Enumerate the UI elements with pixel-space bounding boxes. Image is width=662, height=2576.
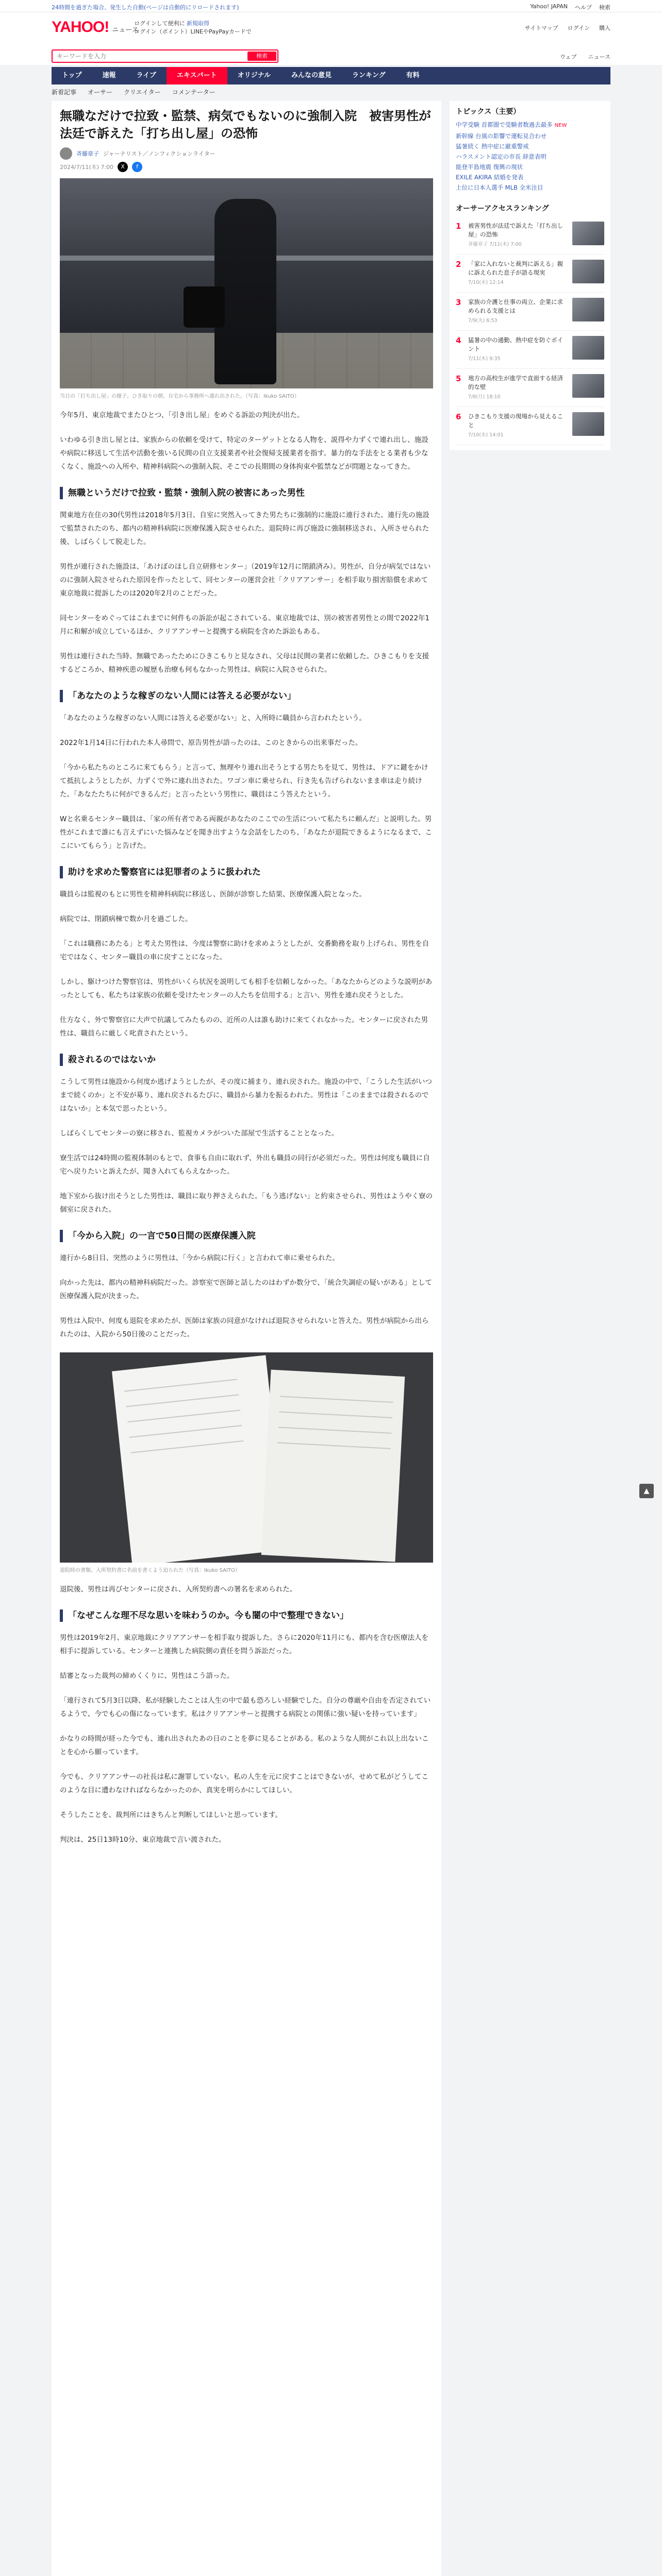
- rank-thumbnail: [572, 374, 604, 398]
- photo-caption: 当日の「打ち出し屋」の様子。ひき取りの朝、自宅から事務所へ連れ出された。（写真：Ikuko SAITO）: [60, 394, 300, 399]
- article-title: 無職なだけで拉致・監禁、病気でもないのに強制入院 被害男性が法廷で訴えた「打ち出し屋」の恐怖: [60, 109, 431, 141]
- rank-number: 5: [456, 374, 461, 383]
- rank-source: 7/9(火) 6:53: [468, 318, 498, 324]
- section-heading: 無職というだけで拉致・監禁・強制入院の被害にあった男性: [60, 487, 433, 499]
- paragraph: 「これは職務にあたる」と考えた男性は、今度は警察に助けを求めようとしたが、交番勤務を取り上げられ、男性を自宅ではなく、センター職員の車に戻すことになった。: [60, 940, 429, 961]
- paragraph: 連行から8日目、突然のように男性は、「今から病院に行く」と言われて車に乗せられた。: [60, 1254, 339, 1262]
- ranking-item[interactable]: [456, 216, 604, 255]
- paragraph: 男性は2019年2月、東京地裁にクリアアンサーを相手取り提訴した。さらに2020年11月にも、都内を含む医療法人を相手に提訴している。センターと連携した病院側の責任を問う訴訟だった。: [60, 1634, 428, 1655]
- purchase-link[interactable]: 購入: [599, 25, 610, 31]
- paper-line: [124, 1379, 237, 1392]
- paragraph: 「今から私たちのところに来てもらう」と言って、無理やり連れ出そうとする男たちを見て、男性は、ドアに鍵をかけて抵抗しようとしたが、力ずくで外に連れ出された。ワゴン車に乗せられ、行き先も告げられないまま車は走り続けた。「あなたたちに何ができるんだ」と言ったという男性に、職員はこう答えたという。: [60, 764, 428, 799]
- paragraph: 同センターをめぐってはこれまでに何件もの訴訟が起こされている。東京地裁では、別の被害者男性との間で2022年1月に和解が成立しているほか、クリアアンサーと提携する病院を含めた訴訟もある。: [60, 614, 430, 636]
- paper-line: [280, 1396, 393, 1403]
- section-heading: 「あなたのような稼ぎのない人間には答える必要がない」: [60, 690, 433, 702]
- paragraph: 今年5月、東京地裁でまたひとつ、「引き出し屋」をめぐる訴訟の判決が出た。: [60, 411, 304, 419]
- paragraph: しかし、駆けつけた警察官は、男性がいくら状況を説明しても相手を信頼しなかった。「あなたからどのような説明があったとしても、私たちは家族の依頼を受けたセンターの人たちを信用する」と言い、男性を連れ戻そうとした。: [60, 978, 433, 999]
- ranking-item[interactable]: [456, 407, 604, 445]
- rank-number: 3: [456, 298, 461, 307]
- topic-item[interactable]: 新幹線 台風の影響で運転見合わせ: [456, 132, 547, 140]
- rank-title: 家族の介護と仕事の両立、企業に求められる支援とは: [468, 298, 563, 314]
- paper-line: [129, 1425, 242, 1438]
- topics-box: [450, 101, 610, 198]
- author-role: ジャーナリスト／ノンフィクションライター: [103, 150, 216, 157]
- nav-expert[interactable]: エキスパート: [167, 67, 227, 84]
- rank-number: 2: [456, 260, 461, 269]
- topic-item[interactable]: 中学受験 首都圏で受験者数過去最多 NEW: [456, 121, 567, 128]
- rank-source: 7/10(水) 12:14: [468, 280, 504, 285]
- main-nav: [52, 67, 610, 84]
- paragraph: 寮生活では24時間の監視体制のもとで、食事も自由に取れず、外出も職員の同行が必須だった。男性は何度も職員に自宅へ戻りたいと訴えたが、聞き入れてもらえなかった。: [60, 1154, 430, 1176]
- topbar-search-link[interactable]: 検索: [599, 4, 610, 11]
- nav-paid[interactable]: 有料: [406, 72, 420, 79]
- topbar-links: [530, 3, 610, 11]
- subnav-new[interactable]: 新着記事: [52, 89, 77, 96]
- section-heading: 助けを求めた警察官には犯罪者のように扱われた: [60, 866, 433, 878]
- rank-title: 地方の高校生が進学で直面する経済的な壁: [468, 375, 563, 391]
- paragraph: 仕方なく、外で警察官に大声で抗議してみたものの、近所の人は誰も助けに来てくれなかった。センターに戻された男性は、職員らに厳しく叱責されたという。: [60, 1016, 428, 1038]
- topic-item[interactable]: EXILE AKIRA 結婚を発表: [456, 174, 524, 181]
- article-photo: [60, 178, 433, 388]
- author-avatar[interactable]: [60, 147, 72, 160]
- topic-item[interactable]: ハラスメント認定の市長 辞意表明: [456, 153, 547, 160]
- paragraph: 今でも、クリアアンサーの社長は私に謝罪していない。私の人生を元に戻すことはできないが、せめて私がどうしてこのような目に遭わなければならなかったのか、真実を明らかにしてほしい。: [60, 1773, 428, 1794]
- rank-thumbnail: [572, 260, 604, 283]
- nav-breaking[interactable]: 速報: [102, 72, 116, 79]
- section-heading: 「なぜこんな理不尽な思いを味わうのか。今も闇の中で整理できない」: [60, 1609, 433, 1622]
- paragraph: Wと名乗るセンター職員は、「家の所有者である両親があなたのここでの生活について私たちに頼んだ」と説明した。男性がこれまで誰にも言えずにいた悩みなどを聞き出すような会話をしたのち、「あなたが退院できるようになるまで、ここにいてもらう」と告げた。: [60, 815, 432, 850]
- ranking-heading: オーサーアクセスランキング: [456, 205, 549, 213]
- subnav-author[interactable]: オーサー: [88, 89, 113, 96]
- rank-title: 猛暑の中の通勤、熱中症を防ぐポイント: [468, 336, 563, 352]
- author-name[interactable]: 斉藤章子: [76, 150, 99, 157]
- x-share-icon[interactable]: X: [118, 162, 128, 172]
- topics-heading: トピックス（主要）: [456, 108, 521, 116]
- facebook-share-icon[interactable]: f: [132, 162, 142, 172]
- topic-item[interactable]: 上位に日本人選手 MLB 全米注目: [456, 184, 543, 191]
- sub-nav: [52, 88, 216, 99]
- paragraph: いわゆる引き出し屋とは、家族からの依頼を受けて、特定のターゲットとなる人物を、説得や力ずくで連れ出し、施設や病院に移送して生活や活動を強いる民間の自立支援業者や社会復帰支援業者を指す。暴力的な手法をとる業者も少なくなく、施設への入所や、精神科病院への強制入院、そこでの長期間の身体拘束や監禁などが問題となってきた。: [60, 436, 428, 471]
- nav-original[interactable]: オリジナル: [237, 72, 271, 79]
- contract-paper-right: [261, 1369, 405, 1562]
- rank-source: 7/11(木) 9:35: [468, 356, 501, 362]
- paragraph: 「連行されて5月3日以降、私が経験したことは人生の中で最も恐ろしい経験でした。自分の尊厳や自由を否定されているようで、今でも心の傷になっています。私はクリアアンサーと提携する病院との関係に強い疑いを持っています」: [60, 1697, 431, 1718]
- search-scope-web[interactable]: ウェブ: [559, 54, 577, 60]
- paragraph: しばらくしてセンターの寮に移され、監視カメラがついた部屋で生活することとなった。: [60, 1129, 339, 1138]
- paragraph: 男性は入院中、何度も退院を求めたが、医師は家族の同意がなければ退院させられないと答えた。男性が病院から出られたのは、入院から50日後のことだった。: [60, 1317, 429, 1338]
- paragraph: 2022年1月14日に行われた本人尋問で、原告男性が語ったのは、このときからの出来事だった。: [60, 739, 362, 747]
- paragraph: 病院では、閉鎖病棟で数か月を過ごした。: [60, 915, 192, 923]
- paper-line: [127, 1410, 240, 1422]
- rank-source: 7/10(水) 14:01: [468, 432, 504, 438]
- rank-source: 7/8(月) 18:10: [468, 394, 501, 400]
- rank-title: 被害男性が法廷で訴えた「打ち出し屋」の恐怖: [468, 222, 563, 238]
- help-link[interactable]: ヘルプ: [575, 4, 592, 11]
- author-line: [60, 147, 433, 160]
- paragraph: 関東地方在住の30代男性は2018年5月3日、自室に突然入ってきた男たちに強制的に施設に連行された。連行先の施設で監禁されたのち、都内の精神科病院に医療保護入院させられた。退院時に再び施設に強制移送され、入所させられた後、しばらくして脱走した。: [60, 511, 429, 546]
- sitemap-link[interactable]: サイトマップ: [524, 25, 558, 31]
- contract-photo: [60, 1352, 433, 1563]
- paragraph: 退院後、男性は再びセンターに戻され、入所契約書への署名を求められた。: [60, 1585, 297, 1594]
- top-utility-bar: [0, 0, 662, 12]
- paragraph: 判決は、25日13時10分、東京地裁で言い渡された。: [60, 1836, 226, 1844]
- signup-link[interactable]: 新規取得: [186, 20, 209, 27]
- login-promo: ログインして便利に 新規取得 ログイン（ポイント）LINEやPayPayカードで: [134, 20, 252, 35]
- rank-thumbnail: [572, 222, 604, 245]
- nav-live[interactable]: ライブ: [136, 72, 156, 79]
- rank-title: 「家に入れないと裁判に訴える」親に訴えられた息子が語る現実: [468, 260, 563, 276]
- subnav-creator[interactable]: クリエイター: [124, 89, 161, 96]
- search-box: [52, 49, 278, 63]
- rank-title: ひきこもり支援の現場から見えること: [468, 413, 563, 429]
- paragraph: 結審となった裁判の締めくくりに、男性はこう語った。: [60, 1672, 234, 1680]
- paper-line: [277, 1442, 391, 1449]
- site-header: [0, 12, 662, 47]
- search-button[interactable]: 検索: [247, 52, 276, 61]
- ranking-item[interactable]: [456, 331, 604, 369]
- search-input[interactable]: [53, 50, 243, 62]
- paragraph: 職員らは監視のもとに男性を精神科病院に移送し、医師が診察した結果、医療保護入院となった。: [60, 890, 366, 899]
- sidebar: [450, 101, 610, 450]
- article-dateline: [60, 162, 433, 172]
- publish-date: 2024/7/11(木) 7:00: [60, 164, 114, 171]
- yahoo-japan-link[interactable]: Yahoo! JAPAN: [530, 3, 568, 10]
- paragraph: 地下室から抜け出そうとした男性は、職員に取り押さえられた。「もう逃げない」と約束させられ、男性はようやく寮の個室に戻された。: [60, 1192, 433, 1214]
- photo-caption: 退院時の書類。入所契約書に名前を書くよう迫られた（写真：Ikuko SAITO）: [60, 1568, 240, 1573]
- search-scope-news[interactable]: ニュース: [588, 54, 610, 60]
- topic-item[interactable]: 猛暑続く 熱中症に厳重警戒: [456, 143, 529, 150]
- article-main: [52, 101, 441, 2576]
- paper-line: [278, 1427, 392, 1434]
- topic-item[interactable]: 能登半島地震 復興の現状: [456, 163, 523, 171]
- section-heading: 「今から入院」の一言で50日間の医療保護入院: [60, 1230, 433, 1242]
- contract-paper-left: [112, 1355, 286, 1563]
- search-scope: [560, 53, 610, 61]
- topbar-notice[interactable]: 24時間を過ぎた場合、発生した自動(ページは自動的にリロードされます): [52, 4, 239, 11]
- rank-number: 6: [456, 412, 461, 421]
- photo-bag: [184, 286, 225, 328]
- paragraph: 男性は連行された当時、無職であったためにひきこもりと見なされ、父母は民間の業者に依頼した。ひきこもりを支援するどころか、精神疾患の履歴も治療も何もなかった男性は、病院に入院させられた。: [60, 652, 429, 674]
- scroll-to-top-icon[interactable]: ▲: [639, 1484, 654, 1498]
- paragraph: かなりの時間が経った今でも、連れ出されたあの日のことを夢に見ることがある。私のような人間がこれ以上出ないことを心から願っています。: [60, 1735, 429, 1756]
- nav-opinions[interactable]: みんなの意見: [291, 72, 332, 79]
- login-link[interactable]: ログイン: [567, 25, 590, 31]
- nav-top[interactable]: トップ: [62, 72, 82, 79]
- search-row: [0, 47, 662, 65]
- ranking-item[interactable]: [456, 255, 604, 293]
- paragraph: 「あなたのような稼ぎのない人間には答える必要がない」と、入所時に職員から言われたという。: [60, 714, 366, 722]
- paper-line: [279, 1411, 392, 1418]
- rank-thumbnail: [572, 336, 604, 360]
- nav-ranking[interactable]: ランキング: [352, 72, 386, 79]
- rank-thumbnail: [572, 298, 604, 321]
- author-ranking: [450, 198, 610, 450]
- paragraph: 向かった先は、都内の精神科病院だった。診察室で医師と話したのはわずか数分で、「統合失調症の疑いがある」として医療保護入院が決まった。: [60, 1279, 432, 1300]
- paragraph: こうして男性は施設から何度か逃げようとしたが、その度に捕まり、連れ戻された。施設の中で、「こうした生活がいつまで続くのか」と不安が募り、連れ戻されるたびに、職員から暴力を振るわれた。男性は「このままでは殺されるのではないか」と本気で思ったという。: [60, 1078, 432, 1113]
- rank-number: 1: [456, 222, 461, 231]
- ranking-item[interactable]: [456, 293, 604, 331]
- paragraph: そうしたことを、裁判所にはきちんと判断してほしいと思っています。: [60, 1811, 282, 1819]
- subnav-commentator[interactable]: コメンテーター: [172, 89, 216, 96]
- rank-number: 4: [456, 336, 461, 345]
- rank-source: 斉藤章子 7/11(木) 7:00: [468, 242, 522, 247]
- section-heading: 殺されるのではないか: [60, 1054, 433, 1066]
- paper-line: [126, 1394, 239, 1407]
- paragraph: 男性が連行された施設は、「あけぼのほし自立研修センター」（2019年12月に閉鎖済み）。男性が、自分が病気ではないのに強制入院させられた原因を作ったとして、同センターの運営会社「クリアアンサー」を相手取り損害賠償を求めて東京地裁に提訴したのは2020年2月のことだった。: [60, 563, 431, 598]
- rank-thumbnail: [572, 412, 604, 436]
- yahoo-news-logo[interactable]: YAHOO! ニュース: [52, 19, 139, 36]
- ranking-item[interactable]: [456, 369, 604, 407]
- paper-line: [131, 1440, 244, 1453]
- header-right-links: [525, 24, 610, 32]
